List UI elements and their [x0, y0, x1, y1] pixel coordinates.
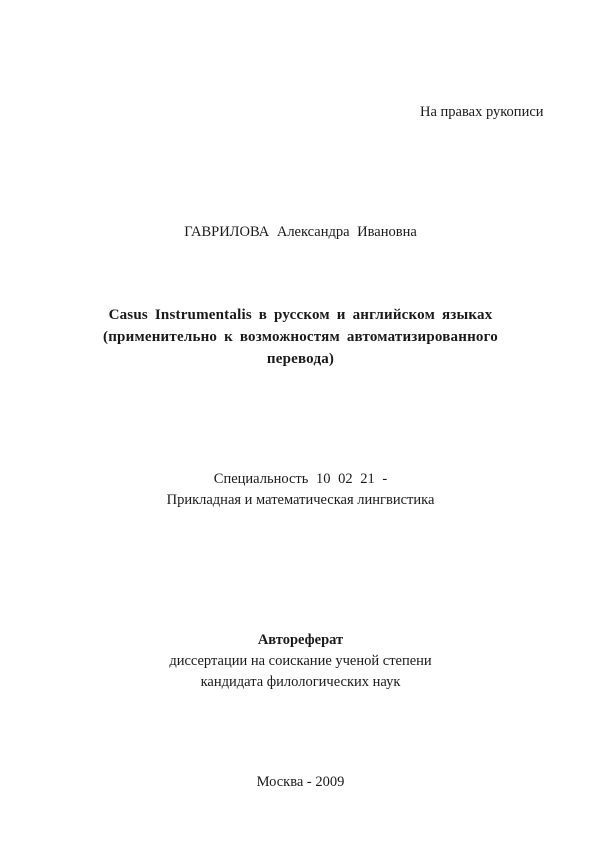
city-year: Москва - 2009	[256, 774, 345, 790]
author-name: ГАВРИЛОВА Александра Ивановна	[184, 224, 417, 240]
specialty-name: Прикладная и математическая лингвистика	[166, 492, 435, 508]
specialty-code: Специальность 10 02 21 -	[213, 471, 388, 487]
document-type-line-1: диссертации на соискание ученой степени	[169, 653, 432, 669]
document-type-line-2: кандидата филологических наук	[200, 674, 401, 690]
dissertation-title-line-1: Casus Instrumentalis в русском и английском языках	[108, 307, 493, 323]
dissertation-title-line-3: перевода)	[266, 351, 335, 367]
manuscript-rights-note: На правах рукописи	[420, 104, 544, 120]
dissertation-title-line-2: (применительно к возможностям автоматизированного	[103, 329, 498, 345]
document-type-heading: Автореферат	[257, 632, 344, 648]
